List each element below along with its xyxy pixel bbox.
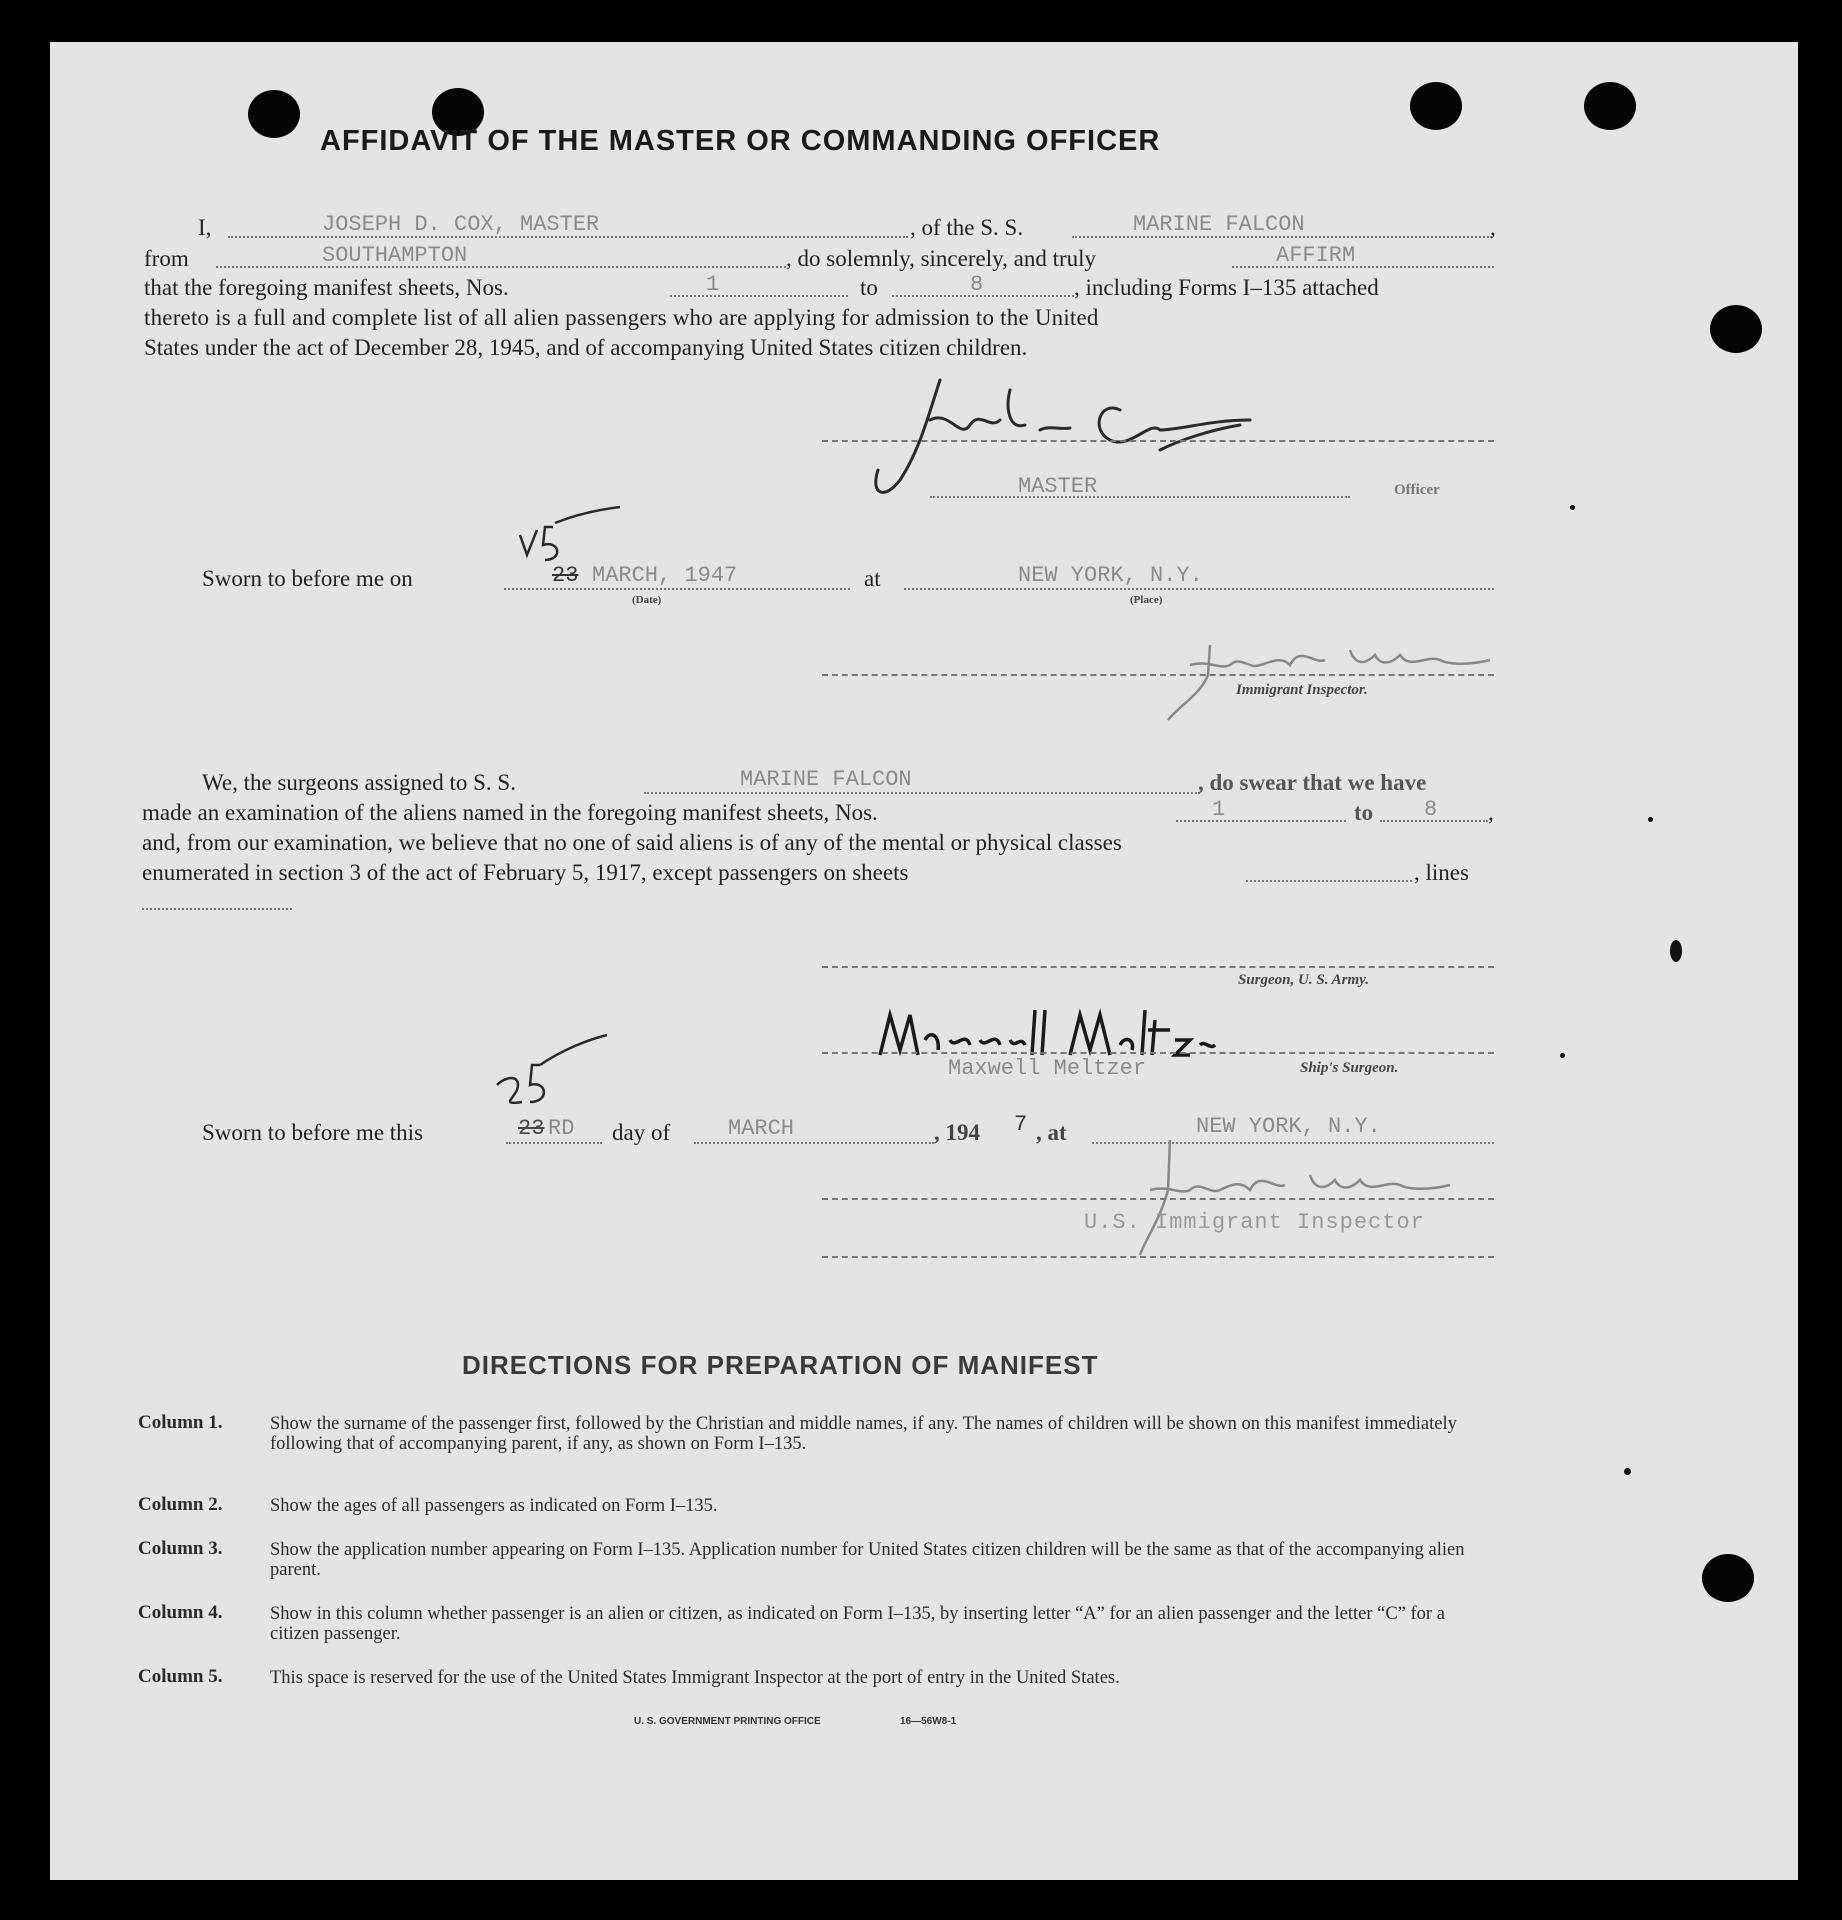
column-4-label: Column 4. [138, 1602, 223, 1623]
column-1-text: Show the surname of the passenger first, followed by the Christian and middle names, if any. The names of children will be shown on this manifest immediately following that of accompanying parent, if any, as shown on Form I–135. [270, 1414, 1457, 1454]
master-title: MASTER [1018, 474, 1098, 499]
fill-line [644, 792, 1200, 794]
sworn2-label: Sworn to before me this [202, 1120, 424, 1145]
page-title: AFFIDAVIT OF THE MASTER OR COMMANDING OFFICER [320, 125, 1161, 157]
speck [1560, 1053, 1565, 1058]
affidavit-line3b: , including Forms I–135 attached [1074, 275, 1379, 300]
punch-hole-icon [1584, 82, 1636, 130]
column-2-text: Show the ages of all passengers as indicated on Form I–135. [270, 1496, 718, 1516]
sworn-at: at [864, 566, 881, 591]
sworn2-year-digit: 7 [1014, 1112, 1028, 1137]
master-name: JOSEPH D. COX, MASTER [322, 212, 600, 237]
column-3-label: Column 3. [138, 1538, 223, 1559]
sworn2-year-prefix: , 194 [934, 1120, 980, 1145]
punch-hole-icon [1702, 1554, 1754, 1602]
surgeons-ship: MARINE FALCON [740, 767, 912, 792]
comma: , [1488, 800, 1494, 825]
signature-line [822, 1198, 1494, 1200]
column-5-text: This space is reserved for the use of the United States Immigrant Inspector at the port of entry in the United States. [270, 1668, 1120, 1688]
affidavit-line4: thereto is a full and complete list of all alien passengers who are applying for admission to the United [144, 305, 1099, 330]
speck [1648, 817, 1653, 822]
surgeons-line4b: , lines [1414, 860, 1469, 885]
signature-line [822, 1052, 1494, 1054]
column-1-label: Column 1. [138, 1412, 223, 1433]
signature-line [822, 1256, 1494, 1258]
signature-line [822, 966, 1494, 968]
comma: , [1490, 215, 1496, 240]
place-caption: (Place) [1130, 594, 1163, 606]
surgeons-sheet-from: 1 [1212, 797, 1226, 822]
punch-hole-icon [248, 90, 300, 138]
fill-line [216, 266, 786, 268]
port-name: SOUTHAMPTON [322, 243, 468, 268]
fill-line [694, 1142, 934, 1144]
signature-line [822, 440, 1494, 442]
officer-label: Officer [1394, 482, 1440, 498]
day-suffix: RD [548, 1116, 575, 1141]
fill-line [670, 295, 848, 297]
date-caption: (Date) [632, 594, 662, 606]
affidavit-line3a: that the foregoing manifest sheets, Nos. [144, 275, 509, 300]
surgeons-sheet-to: 8 [1424, 797, 1438, 822]
inspector-caption: Immigrant Inspector. [1236, 682, 1368, 698]
sworn2-month: MARCH [728, 1116, 795, 1141]
affidavit-solemnly: , do solemnly, sincerely, and truly [786, 246, 1097, 271]
surgeons-line2a: made an examination of the aliens named in the foregoing manifest sheets, Nos. [142, 800, 878, 825]
punch-hole-icon [1710, 305, 1762, 353]
signature-line [822, 674, 1494, 676]
surgeons-line4a: enumerated in section 3 of the act of February 5, 1917, except passengers on sheets [142, 860, 909, 885]
sworn-date: MARCH, 1947 [592, 563, 738, 588]
sworn2-day-of: day of [612, 1120, 671, 1145]
ship-surgeon-name: Maxwell Meltzer [948, 1056, 1147, 1081]
column-2-label: Column 2. [138, 1494, 223, 1515]
surgeons-line3: and, from our examination, we believe that no one of said aliens is of any of the mental or physical classes [142, 830, 1122, 855]
army-surgeon-caption: Surgeon, U. S. Army. [1238, 972, 1370, 988]
sworn2-at: , at [1036, 1120, 1067, 1145]
affidavit-to: to [860, 275, 878, 300]
day-struck: 23 [518, 1116, 545, 1141]
punch-hole-icon [1410, 82, 1462, 130]
inspector2-title: U.S. Immigrant Inspector [1084, 1210, 1425, 1235]
surgeons-to: to [1354, 800, 1374, 825]
column-4-text: Show in this column whether passenger is an alien or citizen, as indicated on Form I–135, by inserting letter “A” for an alien passenger and the letter “C” for a citizen passenger. [270, 1604, 1445, 1644]
fill-line [904, 588, 1494, 590]
day-correction [492, 1030, 612, 1115]
directions-title: DIRECTIONS FOR PREPARATION OF MANIFEST [462, 1350, 1099, 1380]
sheet-from: 1 [706, 272, 720, 297]
printer-imprint: U. S. GOVERNMENT PRINTING OFFICE [634, 1716, 821, 1727]
affidavit-from: from [144, 246, 189, 271]
form-code: 16—56W8-1 [900, 1716, 957, 1727]
sworn-place: NEW YORK, N.Y. [1018, 563, 1203, 588]
speck [1670, 940, 1682, 962]
date-correction [515, 505, 625, 570]
date-struck: 23 [552, 563, 579, 588]
affidavit-line5: States under the act of December 28, 1945, and of accompanying United States citizen children. [144, 335, 1028, 360]
inspector2-signature [1120, 1130, 1520, 1275]
affidavit-i: I, [198, 215, 212, 240]
fill-line [506, 1142, 602, 1144]
title-line [930, 496, 1350, 498]
fill-line [1176, 820, 1346, 822]
fill-line [504, 588, 850, 590]
fill-line [142, 908, 292, 910]
sheet-to: 8 [970, 272, 984, 297]
affirm-word: AFFIRM [1276, 243, 1356, 268]
surgeons-line1b: , do swear that we have [1198, 770, 1427, 795]
fill-line [1246, 880, 1412, 882]
ship-surgeon-caption: Ship's Surgeon. [1300, 1060, 1399, 1076]
ship-name: MARINE FALCON [1133, 212, 1305, 237]
sworn-label: Sworn to before me on [202, 566, 413, 591]
sworn2-place: NEW YORK, N.Y. [1196, 1114, 1381, 1139]
inspector-signature [1150, 625, 1510, 730]
affidavit-of-ss: , of the S. S. [910, 215, 1024, 240]
fill-line [1232, 266, 1494, 268]
surgeons-line1a: We, the surgeons assigned to S. S. [202, 770, 516, 795]
column-5-label: Column 5. [138, 1666, 223, 1687]
column-3-text: Show the application number appearing on Form I–135. Application number for United States citizen children will be the same as that of the accompanying alien parent. [270, 1540, 1465, 1580]
speck [1624, 1468, 1631, 1475]
speck [1570, 505, 1575, 510]
